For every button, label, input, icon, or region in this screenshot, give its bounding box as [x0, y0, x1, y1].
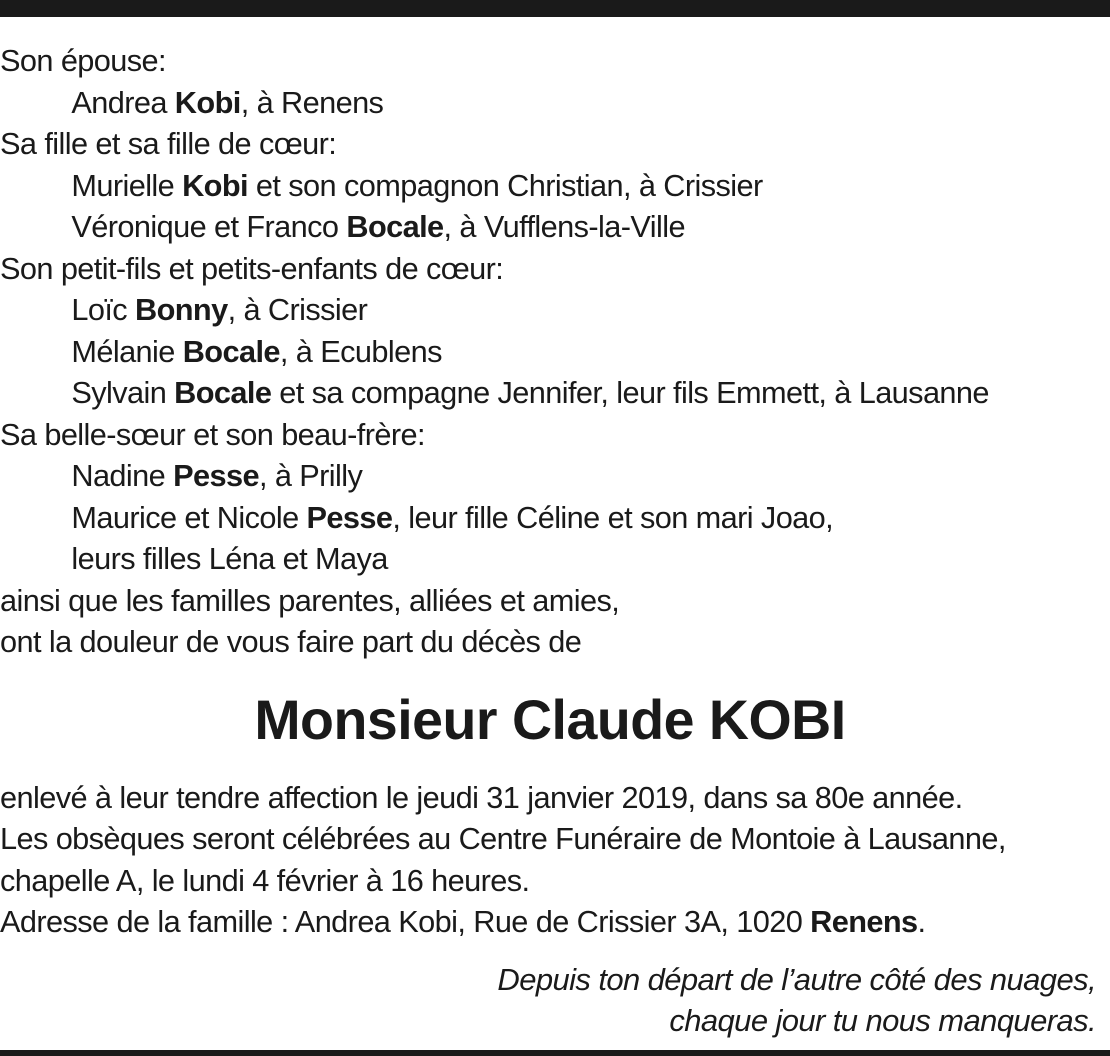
detail-line [0, 818, 1100, 860]
text-segment: Loïc [71, 292, 135, 327]
text-segment: Mélanie [71, 333, 183, 369]
text-segment: Sylvain [71, 375, 175, 410]
surname: Kobi [174, 84, 241, 120]
text-segment: Andrea [71, 84, 175, 120]
text-segment: chapelle A, le lundi 4 février à 16 heures. [0, 862, 530, 898]
text-segment: , leur fille Céline et son mari Joao, [392, 499, 834, 535]
family-member-line [0, 372, 1100, 414]
bottom-border-rule [0, 1050, 1110, 1056]
text-segment: Nadine [71, 458, 174, 493]
surname: Kobi [182, 167, 248, 203]
relation-heading: ainsi que les familles parentes, alliées et amies, [0, 582, 620, 618]
relation-heading: Son petit-fils et petits-enfants de cœur: [0, 250, 504, 286]
family-member-line [0, 497, 1100, 539]
surname: Bocale [346, 209, 444, 244]
surname: Pesse [173, 458, 259, 493]
obituary-notice [0, 40, 1110, 1041]
text-segment: Adresse de la famille : Andrea Kobi, Rue de Crissier 3A, 1020 [0, 904, 811, 939]
family-member-line [0, 331, 1100, 373]
text-segment: et sa compagne Jennifer, leur fils Emmett, à Lausanne [271, 375, 989, 410]
relation-heading: ont la douleur de vous faire part du décès de [0, 624, 582, 659]
surname: Renens [810, 904, 918, 939]
family-member-line [0, 206, 1100, 248]
text-segment: , à Renens [240, 84, 384, 120]
text-segment: enlevé à leur tendre affection le jeudi 31 janvier 2019, dans sa 80e année. [0, 779, 963, 815]
text-segment: Les obsèques seront célébrées au Centre Funéraire de Montoie à Lausanne, [0, 821, 1006, 856]
text-segment: , à Crissier [227, 292, 368, 327]
quote-line: chaque jour tu nous manqueras. [669, 1002, 1096, 1038]
text-segment: Véronique et Franco [71, 209, 347, 244]
text-segment: et son compagnon Christian, à Crissier [247, 167, 763, 203]
text-segment: Murielle [71, 167, 183, 203]
relation-heading: Sa fille et sa fille de cœur: [0, 126, 337, 161]
relation-heading: Son épouse: [0, 43, 166, 78]
deceased-name: Monsieur Claude KOBI [254, 687, 846, 751]
detail-line [0, 901, 1100, 943]
text-segment: , à Prilly [258, 458, 363, 493]
family-list [0, 40, 1110, 663]
surname: Bocale [174, 375, 272, 410]
detail-line [0, 777, 1100, 819]
family-member-line [0, 82, 1100, 124]
top-border-rule [0, 0, 1110, 17]
surname: Pesse [306, 499, 393, 535]
relation-heading: Sa belle-sœur et son beau-frère: [0, 416, 425, 452]
text-segment: , à Vufflens-la-Ville [443, 209, 685, 244]
quote-line: Depuis ton départ de l’autre côté des nuages, [497, 961, 1096, 997]
memorial-quote [0, 959, 1110, 1041]
text-segment: , à Ecublens [279, 333, 442, 369]
funeral-details [0, 777, 1110, 943]
surname: Bonny [134, 292, 228, 327]
surname: Bocale [182, 333, 280, 369]
detail-line [0, 860, 1100, 902]
family-member-line [0, 289, 1100, 331]
text-segment: leurs filles Léna et Maya [71, 541, 388, 576]
text-segment: Maurice et Nicole [71, 499, 307, 535]
family-member-line [0, 538, 1100, 580]
family-member-line [0, 455, 1100, 497]
family-member-line [0, 165, 1100, 207]
text-segment: . [917, 904, 926, 939]
